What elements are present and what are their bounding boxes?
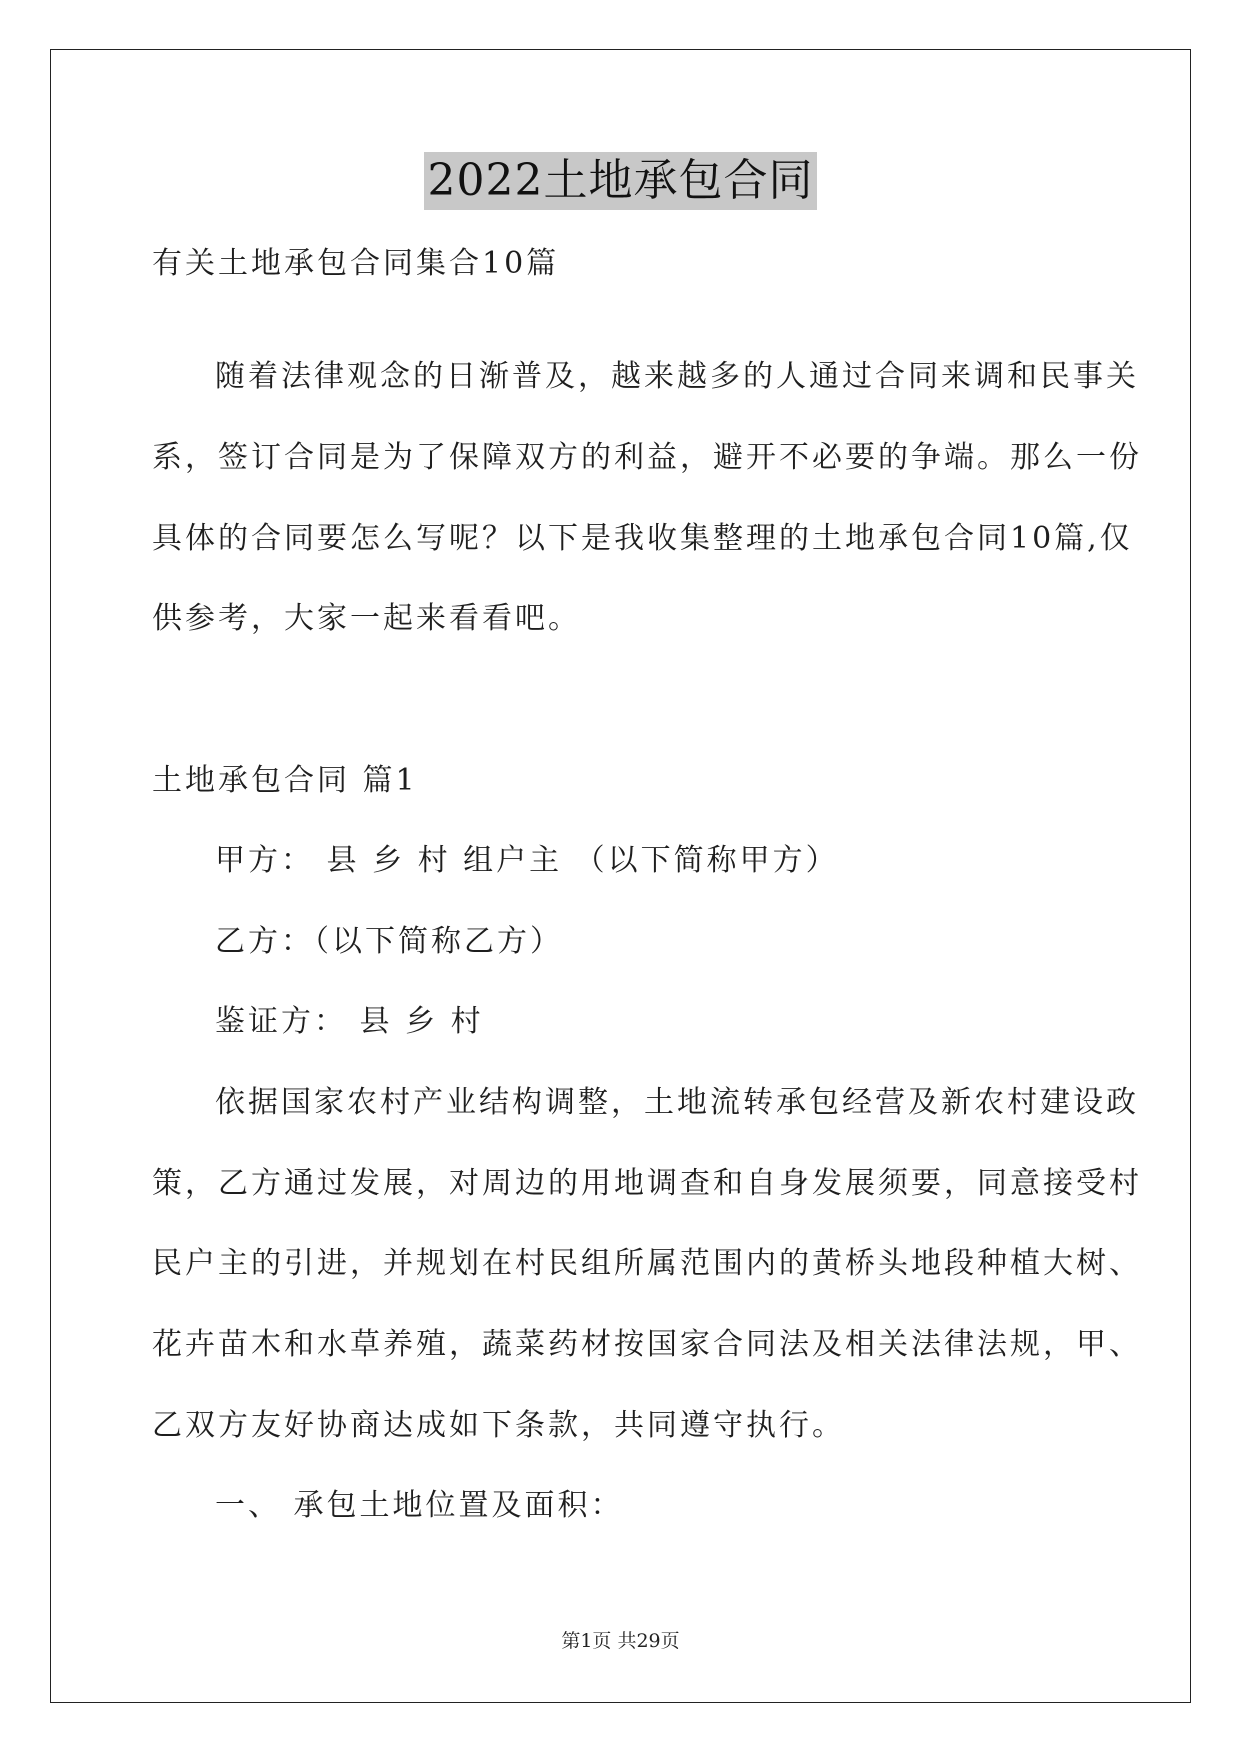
body-paragraph-line: 依据国家农村产业结构调整，土地流转承包经营及新农村建设政 — [215, 1085, 1139, 1120]
clause-heading: 一、 承包土地位置及面积： — [215, 1488, 624, 1523]
body-paragraph-line: 乙双方友好协商达成如下条款，共同遵守执行。 — [152, 1408, 845, 1443]
document-title: 2022土地承包合同 — [424, 152, 818, 210]
party-a-line: 甲方： 县 乡 村 组户主 （以下简称甲方） — [215, 843, 839, 878]
party-b-line: 乙方：（以下简称乙方） — [215, 924, 563, 959]
intro-paragraph-line: 系，签订合同是为了保障双方的利益，避开不必要的争端。那么一份 — [152, 440, 1142, 475]
body-paragraph-line: 民户主的引进，并规划在村民组所属范围内的黄桥头地段种植大树、 — [152, 1246, 1142, 1281]
intro-paragraph-line: 具体的合同要怎么写呢？以下是我收集整理的土地承包合同10篇,仅 — [152, 521, 1133, 556]
title-container — [0, 152, 1241, 210]
body-paragraph-line: 策，乙方通过发展，对周边的用地调查和自身发展须要，同意接受村 — [152, 1166, 1142, 1201]
body-paragraph-line: 花卉苗木和水草养殖，蔬菜药材按国家合同法及相关法律法规，甲、 — [152, 1327, 1142, 1362]
witness-line: 鉴证方： 县 乡 村 — [215, 1004, 484, 1039]
intro-paragraph-line: 随着法律观念的日渐普及，越来越多的人通过合同来调和民事关 — [215, 359, 1139, 394]
section-heading: 土地承包合同 篇1 — [152, 763, 418, 798]
page-footer: 第1页 共29页 — [561, 1630, 680, 1652]
intro-paragraph-line: 供参考，大家一起来看看吧。 — [152, 601, 581, 636]
document-subtitle: 有关土地承包合同集合10篇 — [152, 246, 560, 281]
